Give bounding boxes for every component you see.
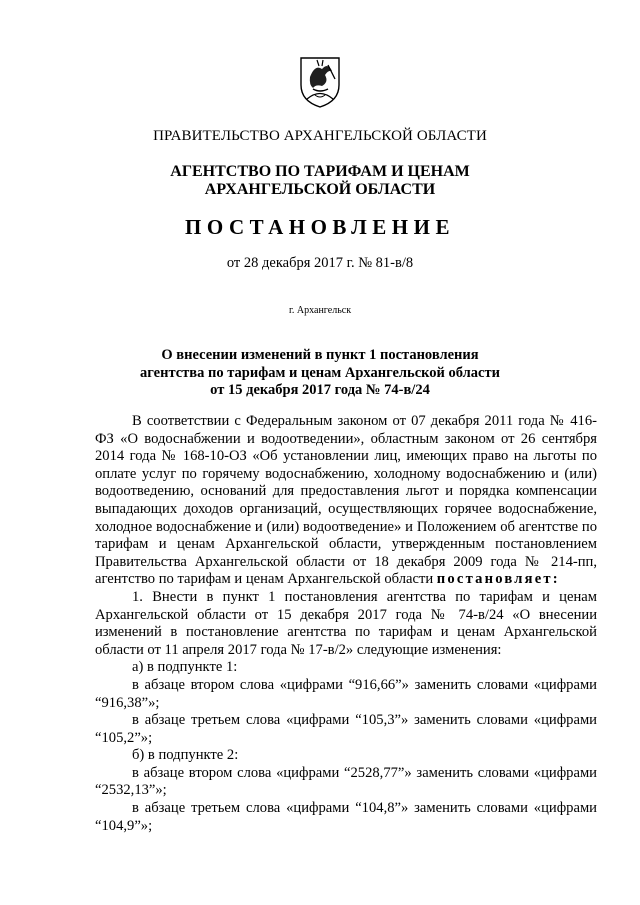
document-type-title: ПОСТАНОВЛЕНИЕ [185,215,455,239]
document-date-number: от 28 декабря 2017 г. № 81-в/8 [226,255,414,271]
preamble-text: В соответствии с Федеральным законом от 07 декабря 2011 года № 416-ФЗ «О водоснабжении и водоотведении», областным законом от 26 сентября 2014 года № 168-10-ОЗ «Об установлении лиц, имеющих право на льготы по оплате услуг по горячему водоснабжению, холодному водоснабжению и (или) водоотведению, оснований для предоставления льгот и порядка компенсации выпадающих доходов организаций, осуществляющих горячее водоснабжение, холодное водоснабжение и (или) водоотведение» и Положением об агентстве по тарифам и ценам Архангельской области, утвержденным постановлением Правительства Архангельской области от 18 декабря 2009 года № 214-пп, агентство по тарифам и ценам Архангельской области [95,413,597,588]
subitem-a-heading: а) в подпункте 1: [132,659,238,676]
agency-name-line: АГЕНТСТВО ПО ТАРИФАМ И ЦЕНАМ [170,163,470,180]
document-body [95,413,597,835]
agency-name-line: АРХАНГЕЛЬСКОЙ ОБЛАСТИ [204,181,436,198]
subitem-a-paragraph-1: в абзаце втором слова «цифрами “916,66”» заменить словами «цифрами “916,38”»; [95,676,597,711]
document-city: г. Архангельск [288,305,352,316]
government-name: ПРАВИТЕЛЬСТВО АРХАНГЕЛЬСКОЙ ОБЛАСТИ [153,128,487,144]
subject-line: агентства по тарифам и ценам Архангельской области [140,364,500,381]
subitem-b-heading: б) в подпункте 2: [132,747,239,764]
subject-line: от 15 декабря 2017 года № 74-в/24 [210,382,430,398]
preamble-paragraph [95,413,597,589]
agency-name [0,163,640,199]
item-1-paragraph: 1. Внести в пункт 1 постановления агентства по тарифам и ценам Архангельской области от 15 декабря 2017 года № 74-в/24 «О внесении изменений в постановление агентства по тарифам и ценам Архангельской области от 11 апреля 2017 года № 17-в/2» следующие изменения: [95,588,597,658]
subject-line: О внесении изменений в пункт 1 постановления [161,347,479,363]
coat-of-arms-icon [298,55,342,109]
subitem-a-paragraph-2: в абзаце третьем слова «цифрами “105,3”» заменить словами «цифрами “105,2”»; [95,712,597,746]
resolves-word: постановляет: [436,571,560,588]
subitem-b-paragraph-2: в абзаце третьем слова «цифрами “104,8”» заменить словами «цифрами “104,9”»; [95,800,597,834]
document-subject [0,347,640,400]
subitem-b-paragraph-1: в абзаце втором слова «цифрами “2528,77”» заменить словами «цифрами “2532,13”»; [95,764,597,799]
